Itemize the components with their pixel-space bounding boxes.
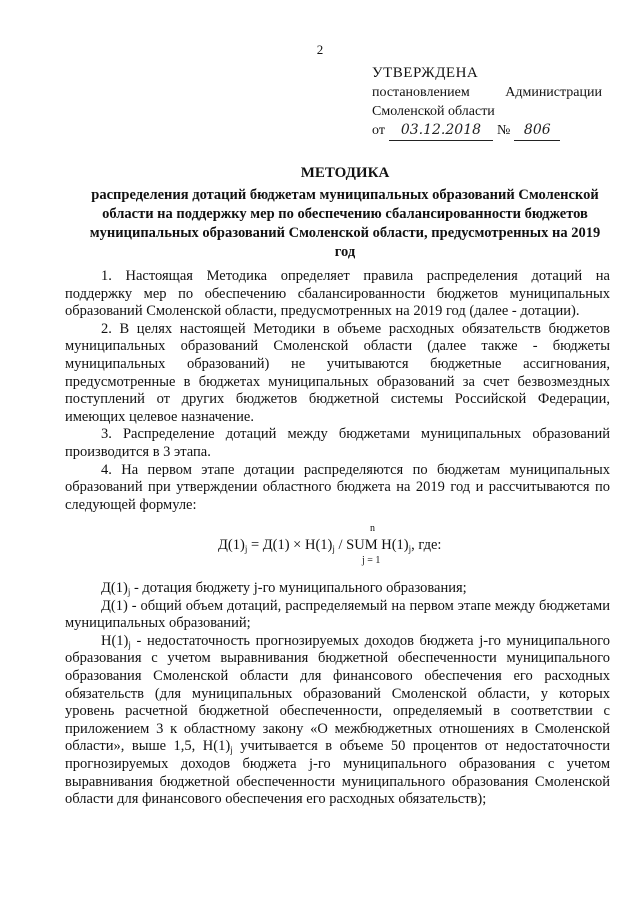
formula-line [218,537,441,554]
handwritten-number: 806 [514,121,560,141]
formula-lhs: Д(1) [218,537,245,553]
page-number: 2 [316,42,324,57]
formula-sub-1: j [244,544,248,554]
definition-1-sub: j [127,587,131,597]
definition-2 [65,598,610,633]
formula-sub-3: j [408,544,412,554]
document-title: МЕТОДИКА [300,165,390,181]
definition-3-term: Н(1) [101,632,129,649]
definition-3-text: - недостаточность прогнозируемых доходов бюджета j-го муниципального образования с учетом выравнивания бюджетной обеспеченности муниципального образования Смоленской области для финансового обеспечения его расходных обязательств (для муниципальных образований Смоленской области, у которых уровень расчетной бюджетной обеспеченности, определяемый в соответствии с приложением 3 к областному закону «О межбюджетных отношениях в Смоленской области», выше 1,5, Н(1) [65,632,610,755]
formula-divider: / SUM Н(1) [334,537,409,553]
body-text [65,268,610,514]
approval-heading: УТВЕРЖДЕНА [372,65,479,81]
formula-middle: = Д(1) × Н(1) [247,537,333,553]
formula-upper-limit: n [370,523,375,534]
formula-lower-limit: j = 1 [362,555,381,566]
definition-3-sub-2: j [230,745,233,756]
document-title-block [80,164,610,262]
paragraph-3: 3. Распределение дотаций между бюджетами муниципальных образований производится в 3 этапа. [65,426,610,460]
formula-tail: , где: [411,537,442,553]
number-prefix: № [496,123,511,138]
definition-3-text-2: учитывается в объеме 50 процентов от недостаточности прогнозируемых доходов бюджета j-го муниципального образования с учетом выравнивания бюджетной обеспеченности муниципального образования Смоленской области для финансового обеспечения его расходных обязательств); [65,738,610,808]
definition-3 [65,633,610,809]
definition-3-sub: j [128,639,131,650]
paragraph-2: 2. В целях настоящей Методики в объеме расходных обязательств бюджетов муниципальных образований Смоленской области (далее также - бюджеты муниципальных образований) не учитываются бюджетные ассигнования, предусмотренные в бюджетах муниципальных образований за счет безвозмездных поступлений от других бюджетов бюджетной системы Российской Федерации, имеющих целевое назначение. [65,320,610,425]
definitions [65,580,610,809]
approval-block [372,64,602,141]
approval-line1-left: постановлением [372,85,470,100]
definition-2-text: - общий объем дотаций, распределяемый на первом этапе между бюджетами муниципальных образований; [65,597,610,632]
approval-line1-right: Администрации [505,85,602,100]
approval-dateline [372,121,602,141]
definition-1 [65,580,610,598]
date-prefix: от [372,123,385,138]
definition-1-term: Д(1) [101,580,128,596]
approval-line1 [372,83,602,102]
approval-line2: Смоленской области [372,104,495,119]
definition-2-term: Д(1) [101,597,128,614]
document-subtitle: распределения дотаций бюджетам муниципальных образований Смоленской области на поддержку мер по обеспечению сбалансированности бюджетов муниципальных образований Смоленской области, предусмотренных на 2019 год [89,187,601,260]
definition-1-text: - дотация бюджету j-го муниципального образования; [130,580,467,596]
formula-sub-2: j [332,544,335,554]
paragraph-4: 4. На первом этапе дотации распределяются по бюджетам муниципальных образований при утверждении областного бюджета на 2019 год и рассчитываются по следующей формуле: [65,461,610,513]
handwritten-date: 03.12.2018 [389,121,493,141]
paragraph-1: 1. Настоящая Методика определяет правила распределения дотаций на поддержку мер по обеспечению сбалансированности бюджетов муниципальных образований Смоленской области, предусмотренных на 2019 год (далее - дотации). [65,268,610,320]
